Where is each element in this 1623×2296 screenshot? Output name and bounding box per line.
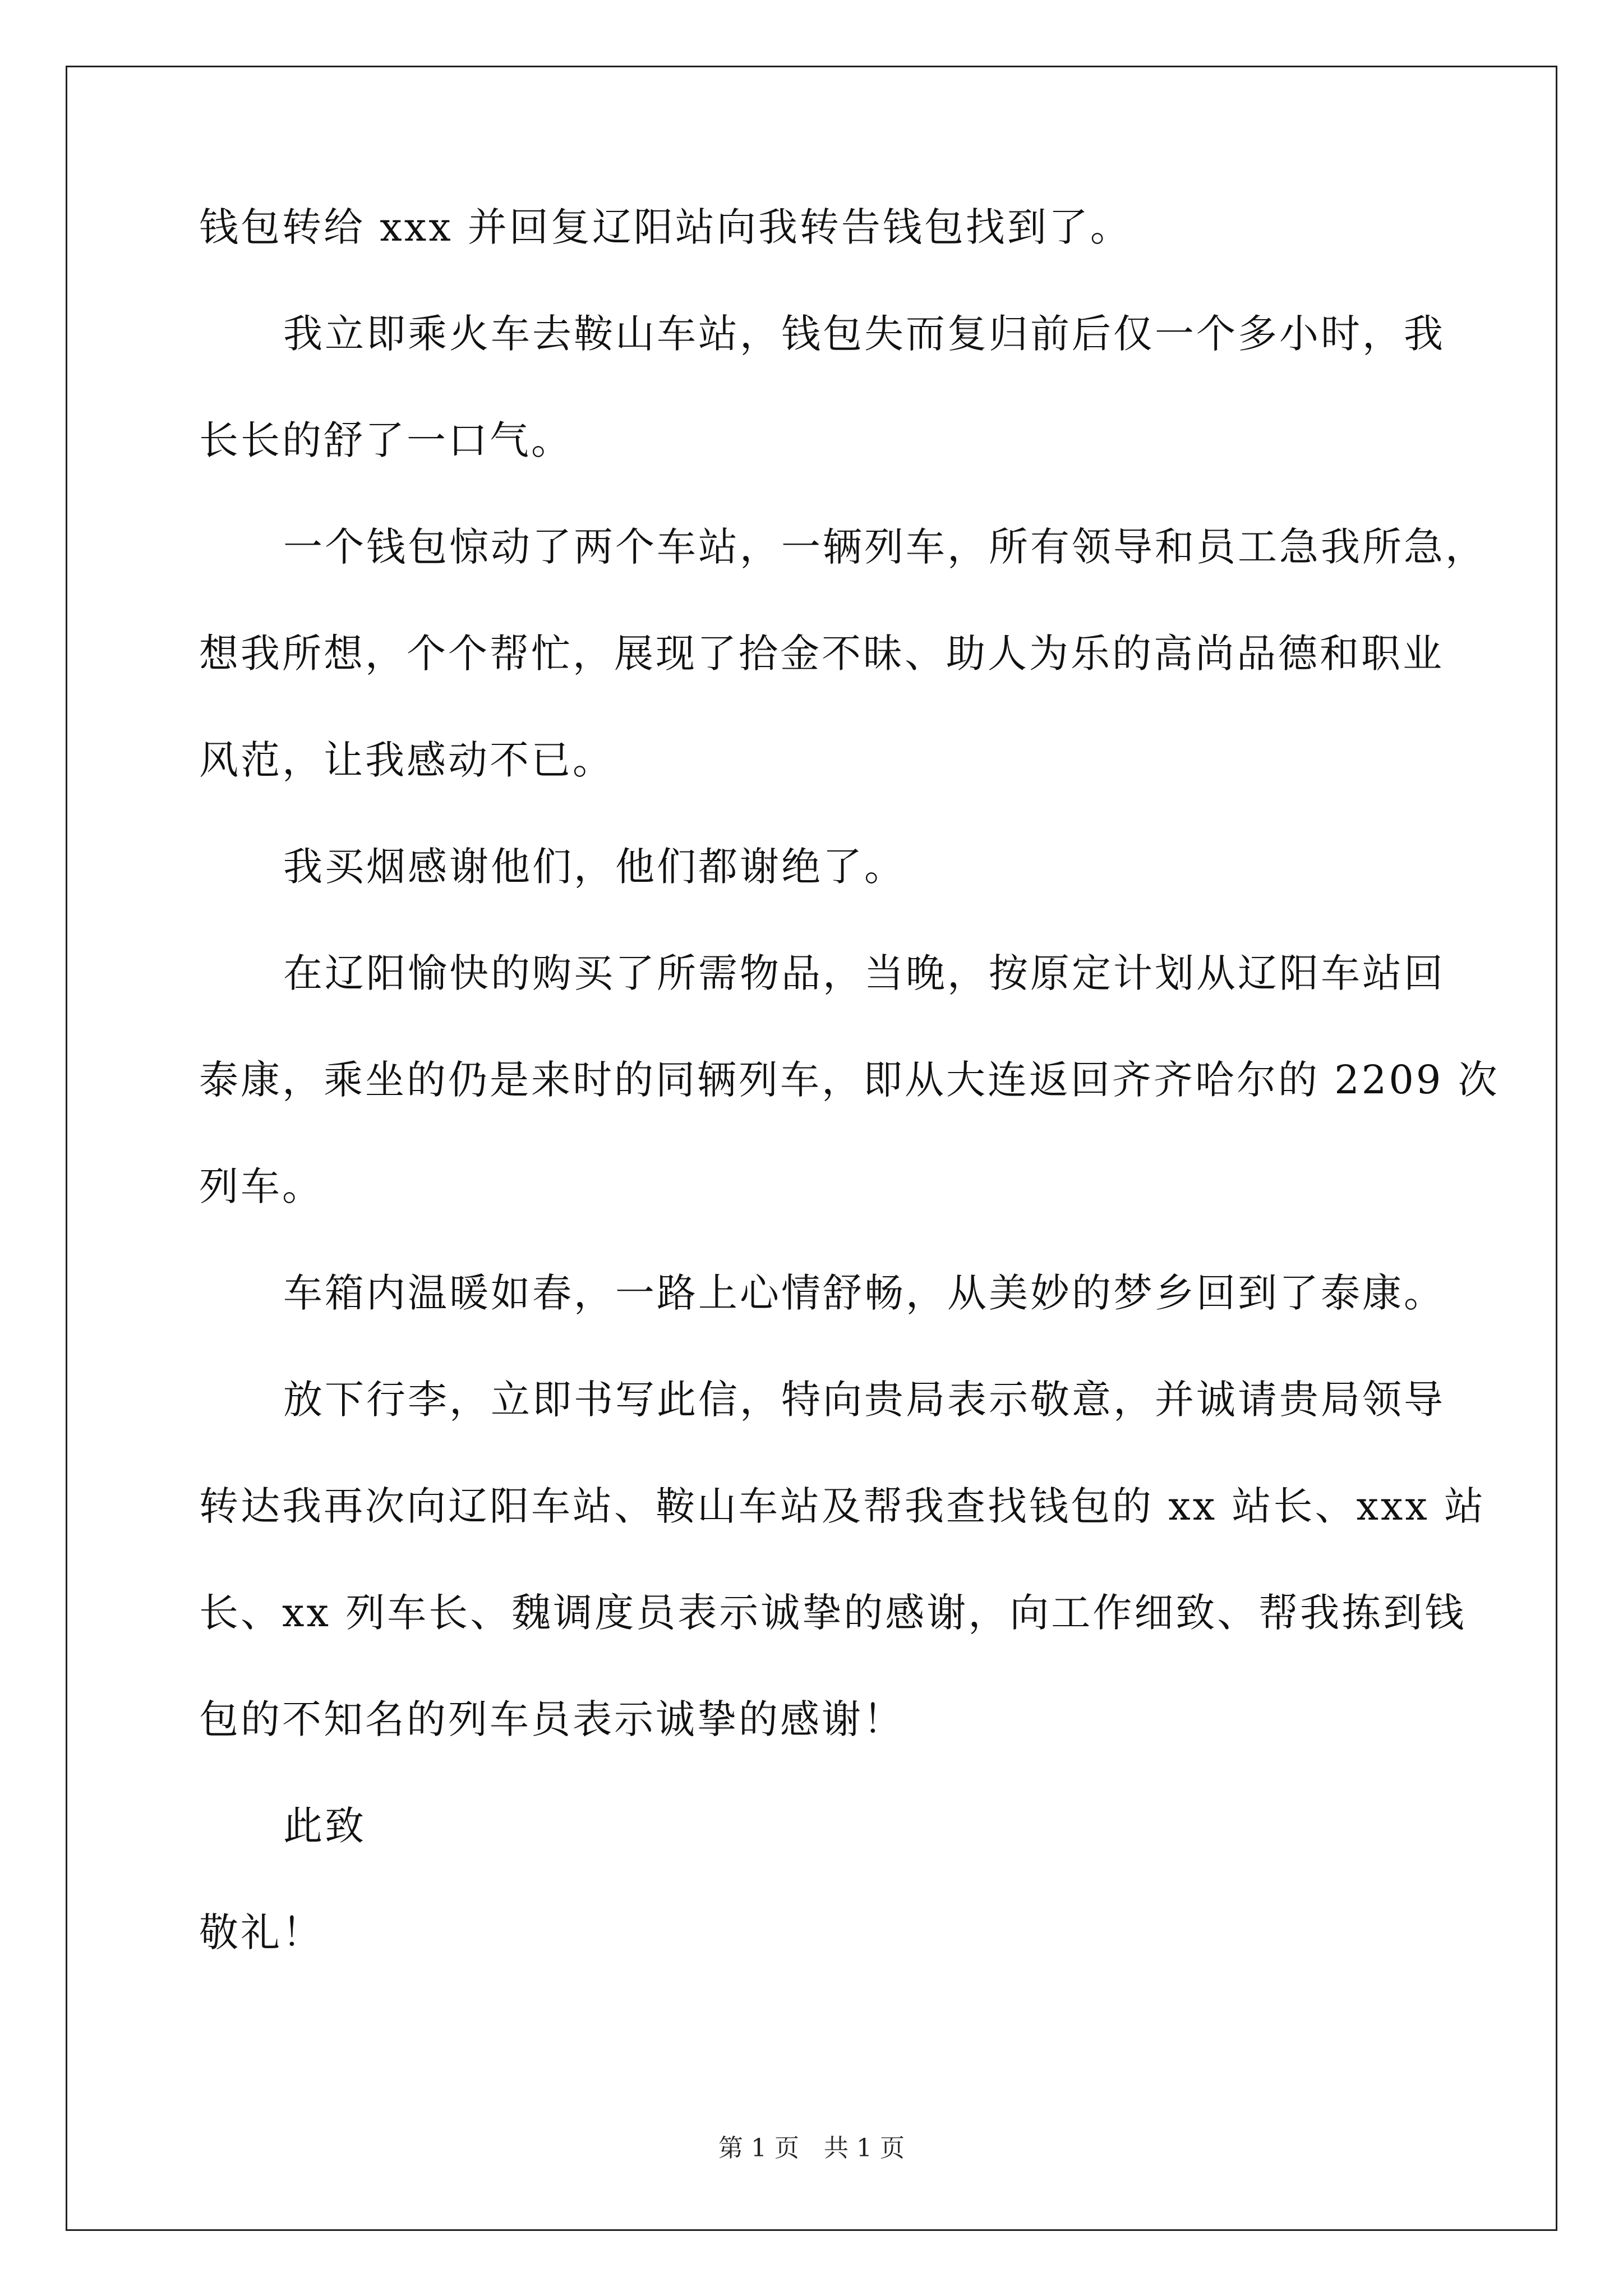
- text-line: 放下行李，立即书写此信，特向贵局表示敬意，并诚请贵局领导: [283, 1377, 1445, 1423]
- page-number-footer: 第 1 页 共 1 页: [718, 2134, 905, 2162]
- closing-regards: 敬礼！: [199, 1910, 324, 1955]
- text-line: 车箱内温暖如春，一路上心情舒畅，从美妙的梦乡回到了泰康。: [283, 1270, 1445, 1316]
- text-line: 想我所想，个个帮忙，展现了拾金不昧、助人为乐的高尚品德和职业: [199, 631, 1444, 677]
- text-line: 包的不知名的列车员表示诚挚的感谢！: [199, 1696, 905, 1742]
- page-border: [66, 66, 1557, 2231]
- text-line: 列车。: [199, 1163, 324, 1209]
- text-line: 钱包转给 xxx 并回复辽阳站向我转告钱包找到了。: [199, 204, 1132, 250]
- text-line: 转达我再次向辽阳车站、鞍山车站及帮我查找钱包的 xx 站长、xxx 站: [199, 1483, 1486, 1529]
- closing-salutation: 此致: [283, 1803, 366, 1849]
- text-line: 一个钱包惊动了两个车站，一辆列车，所有领导和员工急我所急，: [283, 524, 1487, 570]
- text-line: 泰康，乘坐的仍是来时的同辆列车，即从大连返回齐齐哈尔的 2209 次: [199, 1057, 1500, 1103]
- text-line: 长长的舒了一口气。: [199, 417, 573, 463]
- text-line: 我立即乘火车去鞍山车站，钱包失而复归前后仅一个多小时，我: [283, 311, 1445, 357]
- text-line: 风范，让我感动不已。: [199, 737, 614, 783]
- text-line: 在辽阳愉快的购买了所需物品，当晚，按原定计划从辽阳车站回: [283, 950, 1445, 996]
- text-line: 我买烟感谢他们，他们都谢绝了。: [283, 844, 906, 890]
- text-line: 长、xx 列车长、魏调度员表示诚挚的感谢，向工作细致、帮我拣到钱: [199, 1590, 1467, 1636]
